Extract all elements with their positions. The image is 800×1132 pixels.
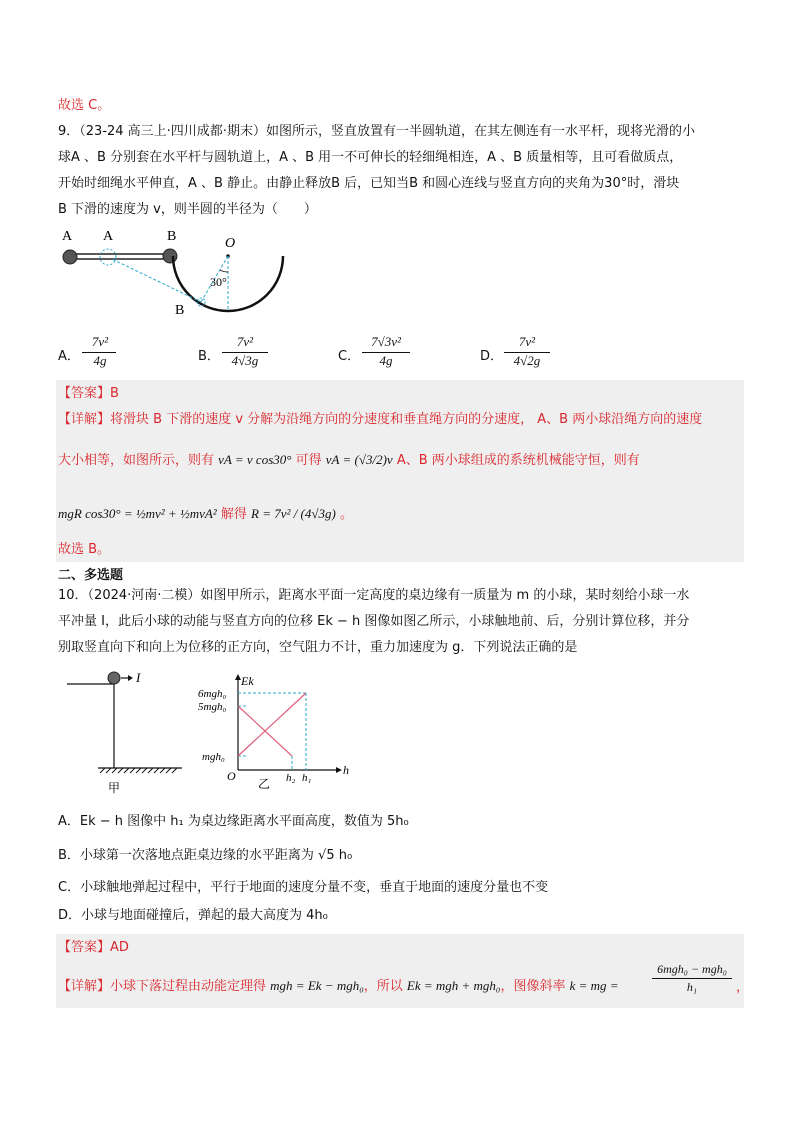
frac-num: 6mgh₀ − mgh₀: [657, 962, 727, 976]
detail-text: 可得: [295, 453, 322, 468]
detail-text: 小球下落过程由动能定理得: [110, 979, 267, 994]
tick-h2: h₂: [286, 772, 296, 784]
eq-va: vA = v cos30°: [218, 452, 292, 467]
label-a1: A: [62, 229, 73, 244]
q10-detail-line-1: [58, 976, 619, 997]
frac-num: 7√3v²: [371, 334, 401, 349]
option-letter: A．: [58, 349, 80, 364]
q10-option-a[interactable]: [58, 812, 409, 832]
option-letter: D．: [480, 349, 504, 364]
frac-num: 7v²: [518, 334, 536, 349]
q9-line-3: 开始时细绳水平伸直，A 、B 静止。由静止释放B 后，已知当B 和圆心连线与竖直方向的夹角为30°时，滑块: [58, 176, 680, 191]
label-angle: 30°: [210, 275, 227, 289]
label-b1: B: [167, 229, 177, 244]
q9-detail-line-3: [58, 504, 353, 525]
option-text: Ek − h 图像中 h₁ 为桌边缘距离水平面高度，数值为 5h₀: [79, 814, 409, 829]
caption-yi: 乙: [258, 777, 271, 791]
detail-text: A、B 两小球组成的系统机械能守恒，则有: [396, 453, 640, 468]
option-letter: C．: [58, 880, 81, 895]
q9-line-4: B 下滑的速度为 v，则半圆的半径为（ ）: [58, 202, 317, 217]
q10-option-d[interactable]: [58, 906, 328, 926]
eq-ek: Ek = mgh + mgh₀: [406, 978, 501, 993]
caption-jia: 甲: [108, 781, 121, 795]
q10-option-b[interactable]: [58, 846, 352, 866]
origin-label: O: [227, 769, 236, 783]
option-text: 小球第一次落地点距桌边缘的水平距离为 √5 h₀: [79, 848, 353, 863]
ball: [108, 672, 120, 684]
frac-den: 4√3g: [231, 353, 259, 368]
q10-answer: 【答案】AD: [58, 940, 129, 955]
rope-dash: [112, 259, 201, 302]
ball-a: [63, 250, 77, 264]
option-text: 小球与地面碰撞后，弹起的最大高度为 4h₀: [81, 908, 328, 923]
frac-num: 7v²: [236, 334, 254, 349]
detail-tag: 【详解】: [58, 412, 111, 427]
tick-mgh0: mgh₀: [202, 751, 225, 763]
ball-b-top: [163, 249, 177, 263]
option-text: 小球触地弹起过程中，平行于地面的速度分量不变，垂直于地面的速度分量也不变: [80, 880, 549, 895]
trailing-comma: ，: [736, 980, 750, 995]
q9-answer-box: [56, 380, 744, 562]
detail-text: ，所以: [363, 979, 403, 994]
eq-slope-lhs: k = mg =: [569, 978, 619, 993]
q9-detail-line-1: [58, 410, 702, 430]
tick-h1: h₁: [302, 772, 312, 784]
ground-hatch: [100, 768, 177, 773]
eq-energy: mgR cos30° = ½mv² + ½mvA²: [58, 506, 217, 521]
x-axis-arrow: [336, 767, 342, 773]
q9-detail-line-2: [58, 450, 640, 471]
option-letter: A．: [58, 814, 80, 829]
frac-den: h₁: [686, 980, 698, 994]
q9-answer: 【答案】B: [58, 386, 119, 401]
q9-conclusion: 故选 B。: [58, 542, 111, 557]
q10-option-c[interactable]: [58, 878, 548, 898]
tick-5mgh0: 5mgh₀: [198, 701, 227, 713]
eq-energy-theorem: mgh = Ek − mgh₀: [270, 978, 364, 993]
frac-den: 4√2g: [513, 353, 541, 368]
detail-text: 。: [339, 507, 353, 522]
detail-text: 解得: [220, 507, 247, 522]
q10-line-3: 别取竖直向下和向上为位移的正方向，空气阻力不计，重力加速度为 g．下列说法正确的是: [58, 640, 578, 655]
q9-line-1: 9．（23-24 高三上·四川成都·期末）如图所示，竖直放置有一半圆轨道，在其左侧连有一水平杆，现将光滑的小: [58, 124, 695, 139]
frac-den: 4g: [93, 353, 107, 368]
impulse-arrow-head: [128, 675, 133, 681]
q10-line-1: 10．（2024·河南·二模）如图甲所示，距离水平面一定高度的桌边缘有一质量为 m 的小球，某时刻给小球一水: [58, 588, 690, 603]
frac-den: 4g: [379, 353, 393, 368]
option-letter: B．: [198, 349, 220, 364]
option-letter: B．: [58, 848, 80, 863]
q9-figure: [55, 222, 300, 322]
q10-line-2: 平冲量 I，此后小球的动能与竖直方向的位移 Ek − h 图像如图乙所示，小球触地前、后，分别计算位移，并分: [58, 614, 690, 629]
ball-a-dashed: [100, 249, 116, 265]
frac-num: 7v²: [91, 334, 109, 349]
q9-line-2: 球A 、B 分别套在水平杆与圆轨道上，A 、B 用一不可伸长的轻细绳相连，A 、B 质量相等，且可看做质点，: [58, 150, 683, 165]
option-letter: D．: [58, 908, 82, 923]
q10-figure-jia: [62, 670, 192, 795]
label-o: O: [225, 236, 236, 251]
eq-va-result: vA = (√3/2)v: [325, 452, 393, 467]
label-b2: B: [175, 303, 185, 318]
detail-text: ，图像斜率: [500, 979, 566, 994]
option-letter: C．: [338, 349, 361, 364]
y-label: Ek: [241, 674, 254, 688]
frac-bar: [652, 978, 732, 979]
prev-conclusion: 故选 C。: [58, 98, 111, 113]
line-rising: [238, 693, 306, 756]
section-title: 二、多选题: [58, 568, 124, 583]
eq-slope-frac: [650, 962, 734, 995]
detail-tag: 【详解】: [58, 979, 111, 994]
label-i: I: [136, 670, 141, 685]
tick-6mgh0: 6mgh₀: [198, 688, 227, 700]
q10-figure-yi: [196, 670, 356, 795]
x-label: h: [343, 763, 349, 777]
detail-text: 将滑块 B 下滑的速度 v 分解为沿绳方向的分速度和垂直绳方向的分速度， A、B 两小球沿绳方向的速度: [110, 412, 703, 427]
detail-text: 大小相等，如图所示，则有: [58, 453, 215, 468]
label-a2: A: [103, 229, 114, 244]
angle-arc: [220, 270, 228, 272]
eq-radius: R = 7v² / (4√3g): [251, 506, 336, 521]
